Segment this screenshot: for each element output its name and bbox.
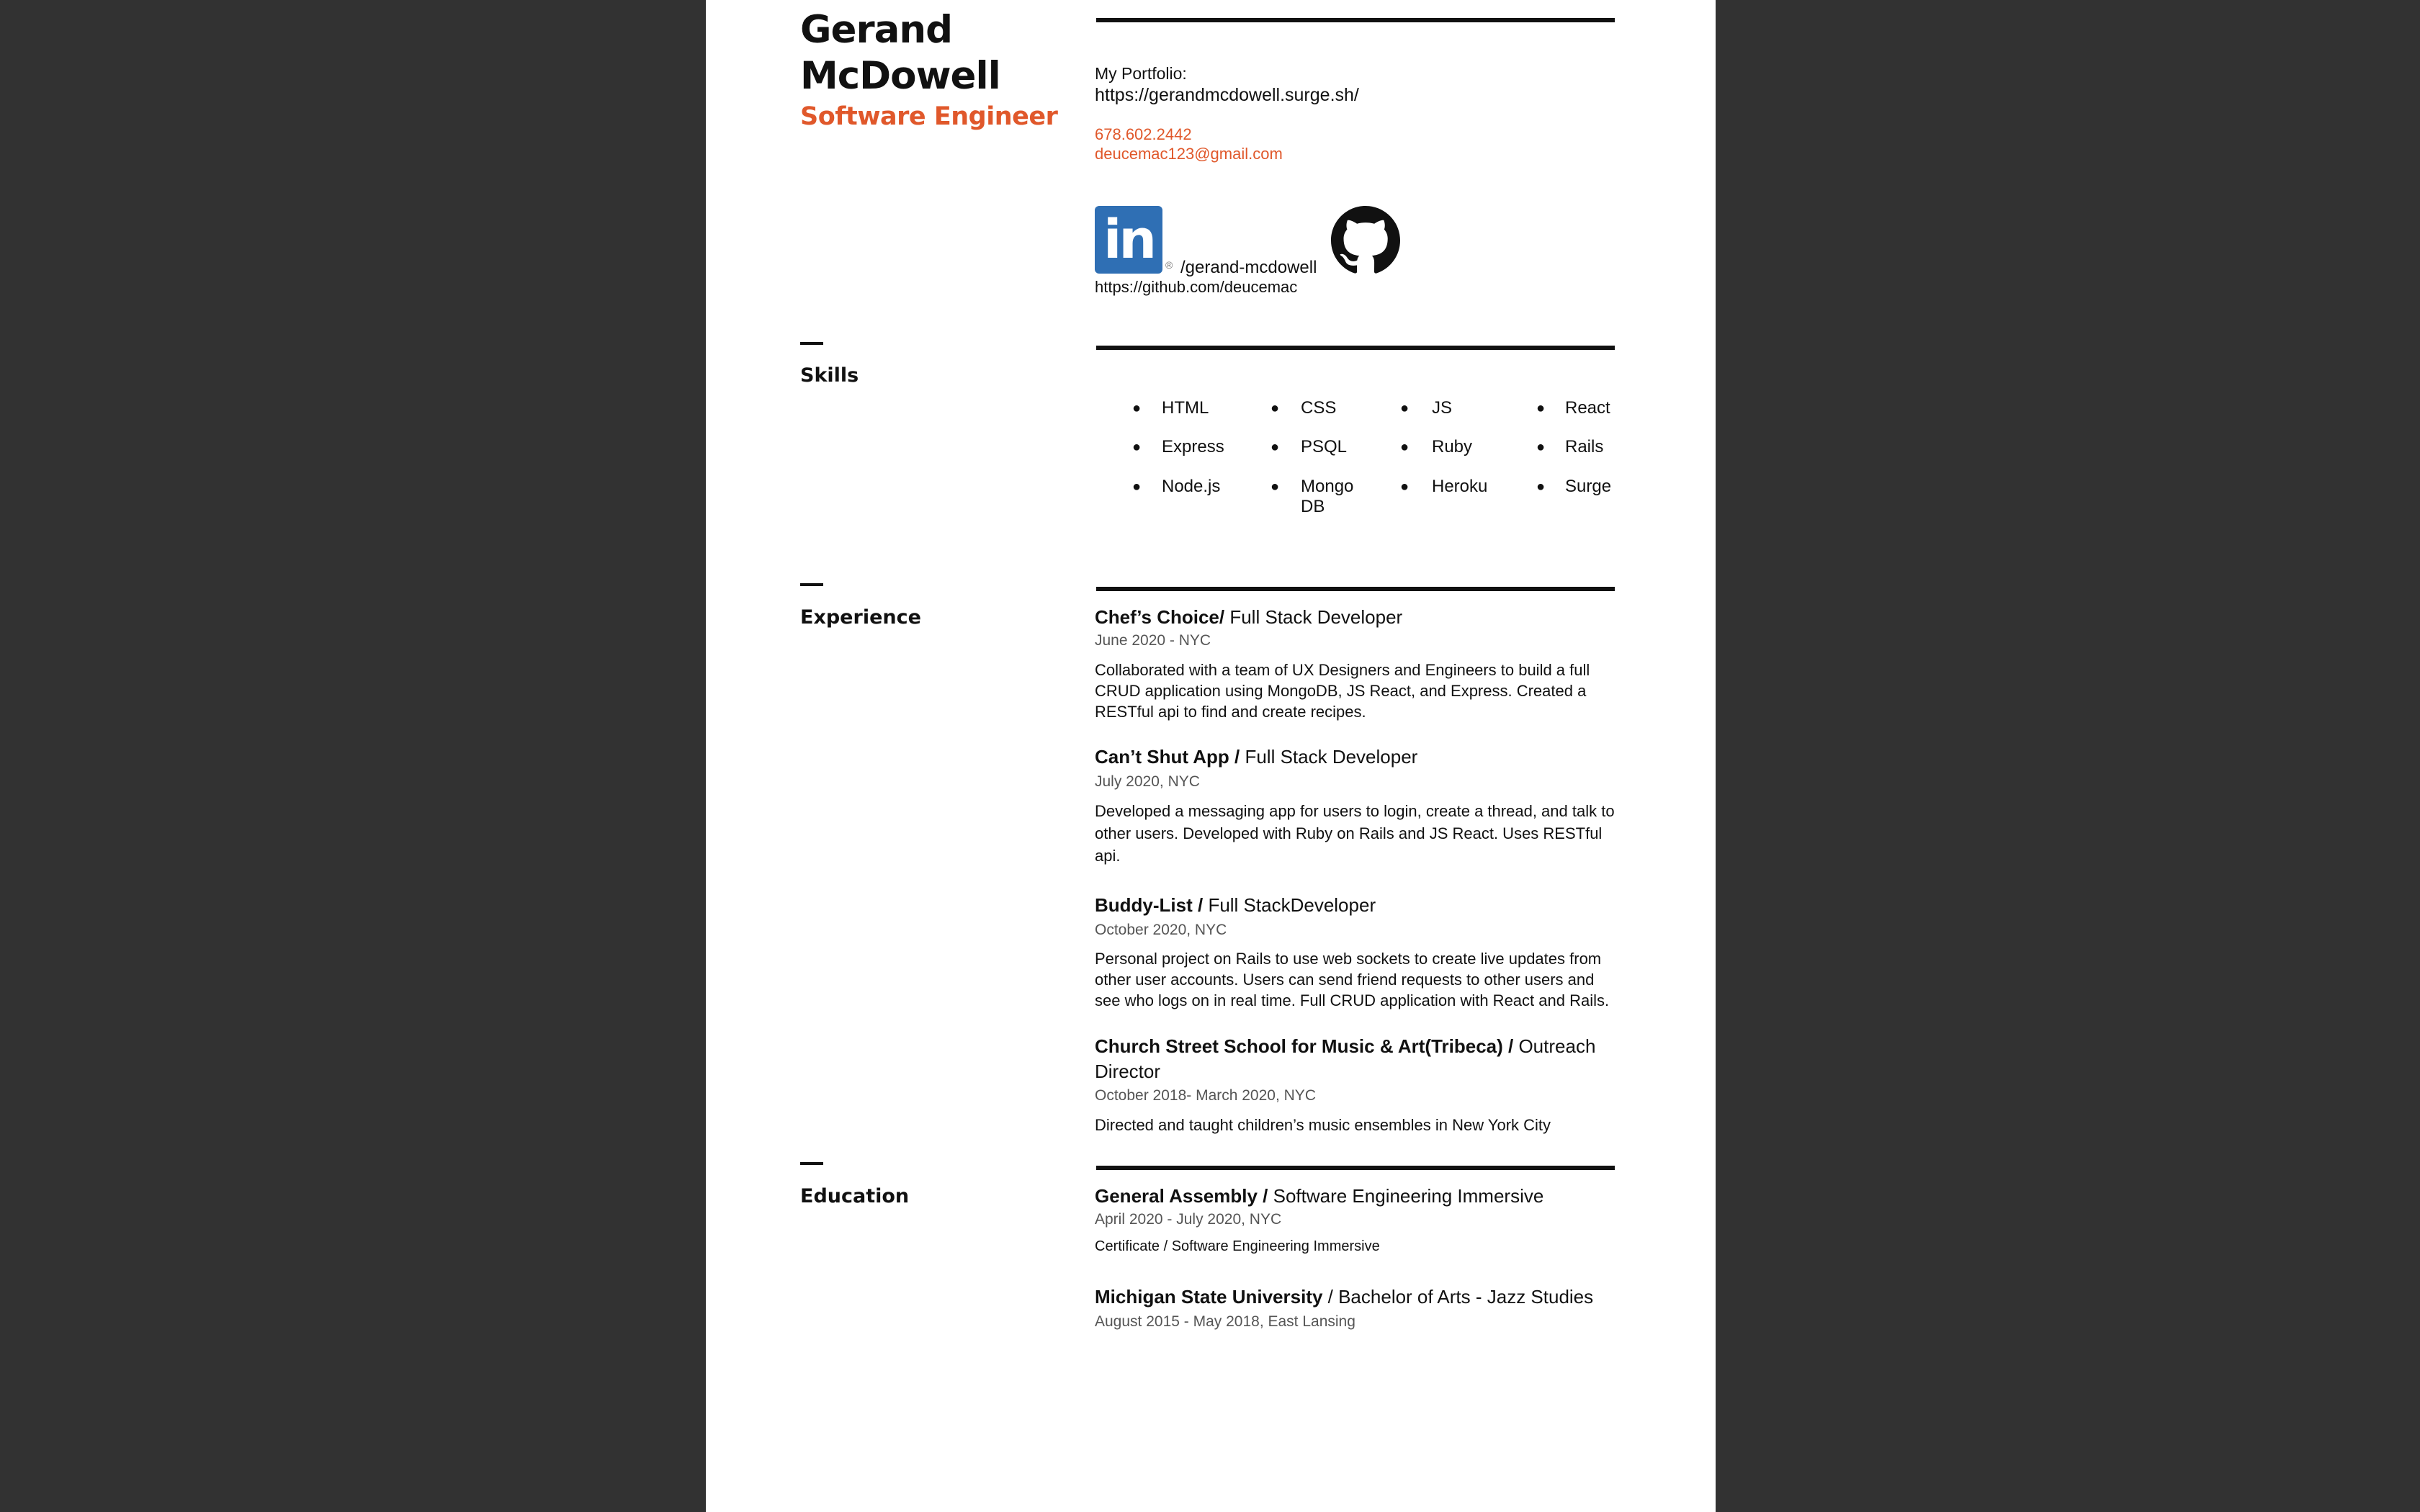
job-meta: June 2020 - NYC <box>1095 632 1211 649</box>
job-company: Buddy-List / <box>1095 894 1204 916</box>
skill-bullet: ● <box>1270 439 1280 455</box>
job-role: Full Stack Developer <box>1240 746 1418 768</box>
portfolio-link[interactable]: https://gerandmcdowell.surge.sh/ <box>1095 85 1359 105</box>
school-heading <box>1095 1184 1543 1209</box>
candidate-name: Gerand McDowell <box>800 8 1000 98</box>
skill-item: JS <box>1432 398 1453 418</box>
job-meta: October 2020, NYC <box>1095 922 1227 938</box>
skill-item: HTML <box>1162 398 1209 418</box>
job-description: Personal project on Rails to use web sockets to create live updates from other user accounts. Users can send friend requests to other users and see who logs on in real time. Full CRUD application with React and Rails. <box>1095 950 1610 1009</box>
phone-number[interactable]: 678.602.2442 <box>1095 125 1192 143</box>
job-description: Directed and taught children’s music ensembles in New York City <box>1095 1116 1551 1134</box>
skill-bullet: ● <box>1270 400 1280 416</box>
skill-item: Heroku <box>1432 477 1488 496</box>
school-name: Michigan State University <box>1095 1286 1323 1308</box>
skill-item: Mongo DB <box>1301 477 1354 516</box>
experience-dash <box>800 583 823 586</box>
portfolio-label: My Portfolio: <box>1095 64 1187 83</box>
job-heading <box>1095 893 1376 918</box>
github-link[interactable]: https://github.com/deucemac <box>1095 278 1298 296</box>
skill-item: Node.js <box>1162 477 1221 496</box>
education-title: Education <box>800 1185 910 1207</box>
school-name: General Assembly / <box>1095 1185 1268 1207</box>
skill-bullet: ● <box>1132 400 1142 416</box>
section-rule-experience <box>1096 587 1615 591</box>
skill-item: React <box>1565 398 1610 418</box>
school-program: Software Engineering Immersive <box>1268 1185 1544 1207</box>
school-program: / Bachelor of Arts - Jazz Studies <box>1322 1286 1594 1308</box>
job-company: Can’t Shut App / <box>1095 746 1240 768</box>
skill-bullet: ● <box>1132 479 1142 495</box>
github-icon[interactable] <box>1331 206 1400 275</box>
job-role: Outreach Director <box>1095 1035 1596 1082</box>
linkedin-handle[interactable]: /gerand-mcdowell <box>1180 258 1317 277</box>
job-meta: July 2020, NYC <box>1095 773 1200 790</box>
resume-page <box>706 0 1716 1512</box>
skill-bullet: ● <box>1270 479 1280 495</box>
school-meta: August 2015 - May 2018, East Lansing <box>1095 1313 1355 1330</box>
email-link[interactable]: deucemac123@gmail.com <box>1095 145 1283 163</box>
linkedin-icon[interactable]: in <box>1095 206 1162 274</box>
job-company: Chef’s Choice/ <box>1095 606 1225 628</box>
job-description: Developed a messaging app for users to login, create a thread, and talk to other users. Developed with Ruby on Rails and JS React. Uses RESTful api. <box>1095 802 1615 865</box>
skill-bullet: ● <box>1400 400 1410 416</box>
job-heading <box>1095 744 1417 770</box>
skill-bullet: ● <box>1132 439 1142 455</box>
job-description: Collaborated with a team of UX Designers and Engineers to build a full CRUD application using MongoDB, JS React, and Express. Created a RESTful api to find and create recipes. <box>1095 661 1590 721</box>
skill-item: Surge <box>1565 477 1612 496</box>
job-role: Full StackDeveloper <box>1203 894 1376 916</box>
skill-bullet: ● <box>1536 479 1546 495</box>
experience-title: Experience <box>800 606 921 629</box>
skill-item: Express <box>1162 437 1224 456</box>
job-title: Software Engineer <box>800 102 1058 131</box>
skill-item: CSS <box>1301 398 1337 418</box>
skill-item: Ruby <box>1432 437 1473 456</box>
school-meta: April 2020 - July 2020, NYC <box>1095 1211 1282 1228</box>
skills-dash <box>800 342 823 345</box>
skill-bullet: ● <box>1536 400 1546 416</box>
job-role: Full Stack Developer <box>1224 606 1403 628</box>
skill-bullet: ● <box>1536 439 1546 455</box>
job-heading <box>1095 1034 1599 1084</box>
school-note: Certificate / Software Engineering Immersive <box>1095 1238 1380 1254</box>
skill-bullet: ● <box>1400 479 1410 495</box>
job-company: Church Street School for Music & Art(Tribeca) / <box>1095 1035 1514 1057</box>
job-meta: October 2018- March 2020, NYC <box>1095 1087 1316 1104</box>
education-dash <box>800 1162 823 1165</box>
skill-bullet: ● <box>1400 439 1410 455</box>
skill-item: PSQL <box>1301 437 1348 456</box>
section-rule-contact <box>1096 18 1615 22</box>
section-rule-education <box>1096 1166 1615 1170</box>
section-rule-skills <box>1096 346 1615 350</box>
job-heading <box>1095 605 1402 630</box>
school-heading <box>1095 1284 1593 1310</box>
skill-item: Rails <box>1565 437 1604 456</box>
registered-mark: ® <box>1165 259 1173 271</box>
skills-title: Skills <box>800 364 859 387</box>
